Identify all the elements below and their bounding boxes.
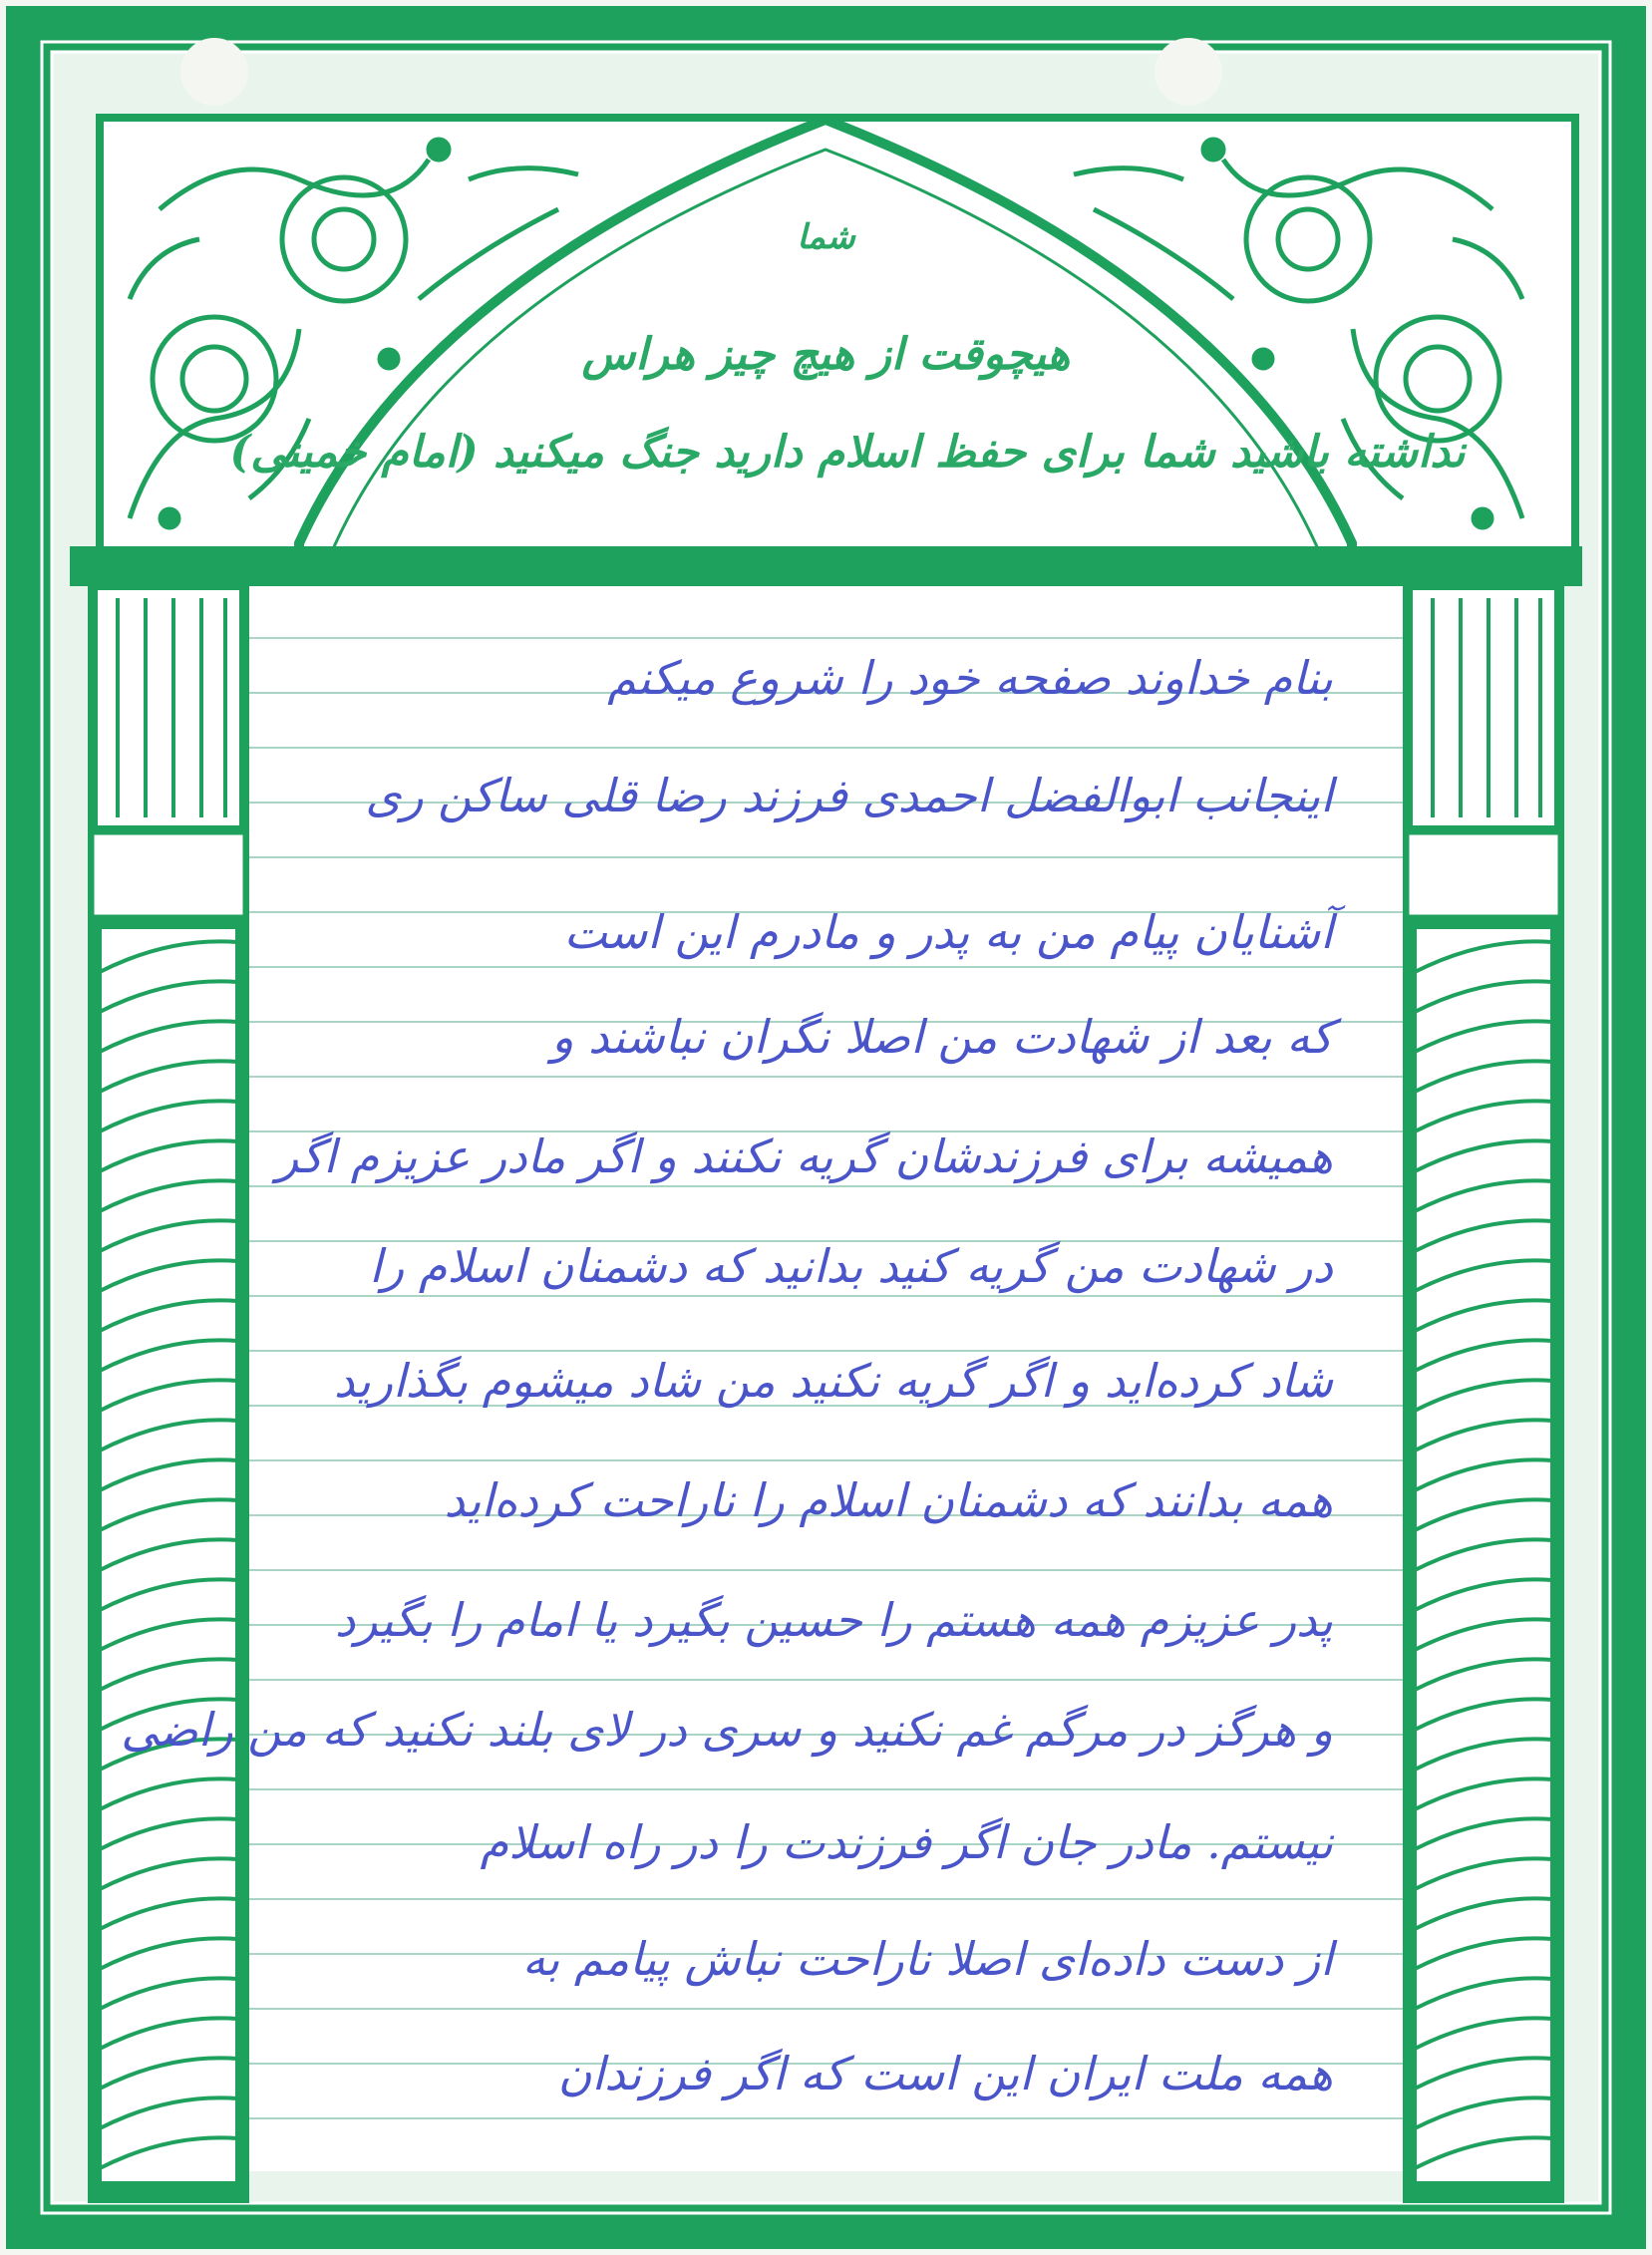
letter-line: در شهادت من گریه کنید بدانید که دشمنان اسلام را (369, 1239, 1333, 1293)
header-line-2: هیچوقت از هیچ چیز هراس (581, 329, 1071, 380)
binder-hole-right-icon (1155, 38, 1222, 106)
letter-line: پدر عزیزم همه هستم را حسین بگیرد یا امام را بگیرد (334, 1593, 1333, 1647)
letter-line: همه بدانند که دشمنان اسلام را ناراحت کرده‌اید (444, 1473, 1333, 1527)
letter-line: شاد کرده‌اید و اگر گریه نکنید من شاد میشوم بگذارید (333, 1354, 1333, 1408)
header-line-3: نداشته باشید شما برای حفظ اسلام دارید جنگ میکنید (امام خمینی) (229, 427, 1466, 478)
twisted-column-left-icon (88, 568, 249, 2203)
letter-line: همیشه برای فرزندشان گریه نکنند و اگر مادر عزیزم اگر (276, 1129, 1333, 1183)
twisted-column-right-icon (1403, 568, 1564, 2203)
letter-line: نیستم. مادر جان اگر فرزندت را در راه اسلام (480, 1815, 1333, 1869)
binder-hole-left-icon (180, 38, 248, 106)
letter-line: بنام خداوند صفحه خود را شروع میکنم (607, 651, 1333, 705)
letter-line: که بعد از شهادت من اصلا نگران نباشند و (551, 1010, 1333, 1064)
letter-line: از دست داده‌ای اصلا ناراحت نباش پیامم به (521, 1932, 1333, 1986)
letter-line: اینجانب ابوالفضل احمدی فرزند رضا قلی ساکن ری (365, 769, 1333, 822)
letter-line: همه ملت ایران این است که اگر فرزندان (557, 2047, 1333, 2100)
letter-line: آشنایان پیام من به پدر و مادرم این است (563, 905, 1333, 959)
letter-line: و هرگز در مرگم غم نکنید و سری در لای بلند نکنید که من راضی (121, 1703, 1333, 1757)
header-line-1: شما (797, 217, 855, 257)
